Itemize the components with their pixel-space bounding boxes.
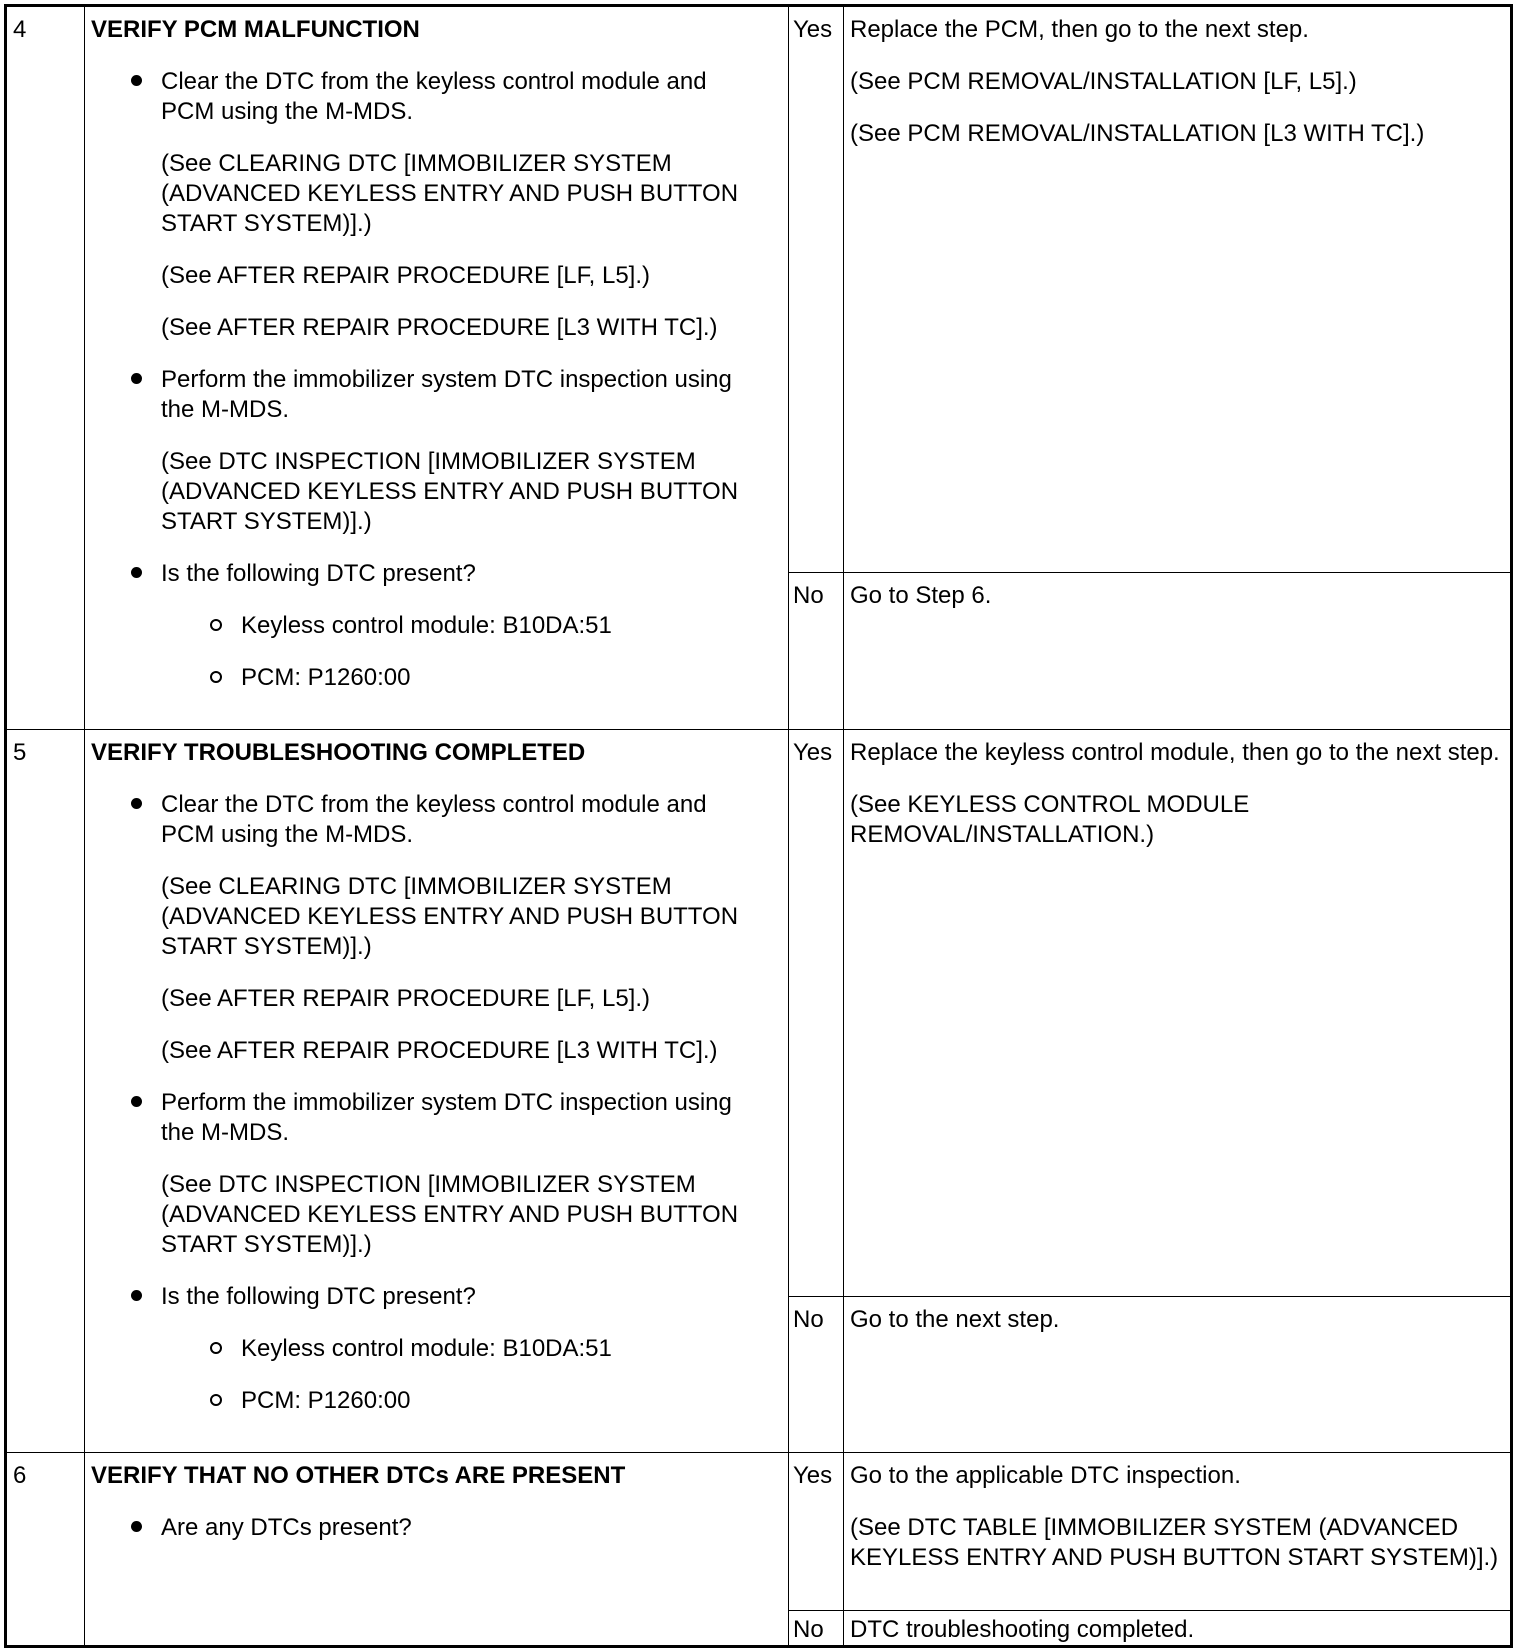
yes-result [844, 6, 1512, 573]
result-text: Go to the next step. [850, 1306, 1060, 1333]
dtc-code: PCM: P1260:00 [241, 1387, 411, 1414]
action-bullet [91, 1513, 752, 1543]
reference-text: (See AFTER REPAIR PROCEDURE [L3 WITH TC].) [161, 1037, 718, 1064]
step-5-yes-row [6, 730, 1512, 1297]
dtc-code: Keyless control module: B10DA:51 [241, 1335, 612, 1362]
circle-bullet-icon [210, 619, 222, 631]
yes-label: Yes [789, 730, 844, 1297]
bullet-text: Clear the DTC from the keyless control module and PCM using the M-MDS. [161, 791, 707, 848]
bullet-text: Perform the immobilizer system DTC inspection using the M-MDS. [161, 1089, 732, 1146]
no-label: No [789, 1611, 844, 1647]
sub-bullet [91, 663, 782, 693]
no-result [844, 1297, 1512, 1453]
step-4-action [85, 6, 789, 730]
circle-bullet-icon [210, 671, 222, 683]
step-6-action [85, 1453, 789, 1647]
reference-text: (See DTC INSPECTION [IMMOBILIZER SYSTEM (ADVANCED KEYLESS ENTRY AND PUSH BUTTON START SYSTEM)].) [161, 1171, 739, 1258]
sub-bullet [91, 1386, 782, 1416]
action-bullet [91, 1282, 752, 1312]
reference-text: (See AFTER REPAIR PROCEDURE [L3 WITH TC].) [161, 314, 718, 341]
bullet-icon [131, 1096, 142, 1107]
bullet-text: Is the following DTC present? [161, 1283, 476, 1310]
step-number: 6 [6, 1453, 85, 1647]
step-number: 4 [6, 6, 85, 730]
action-bullet [91, 365, 752, 425]
dtc-code: Keyless control module: B10DA:51 [241, 612, 612, 639]
result-link: (See PCM REMOVAL/INSTALLATION [L3 WITH TC].) [850, 120, 1425, 147]
result-text: Replace the PCM, then go to the next step. [850, 16, 1309, 43]
no-label: No [789, 573, 844, 730]
reference-text: (See CLEARING DTC [IMMOBILIZER SYSTEM (ADVANCED KEYLESS ENTRY AND PUSH BUTTON START SYSTEM)].) [161, 873, 739, 960]
bullet-icon [131, 373, 142, 384]
action-bullet [91, 67, 752, 127]
result-link: (See PCM REMOVAL/INSTALLATION [LF, L5].) [850, 68, 1357, 95]
step-5-action [85, 730, 789, 1453]
no-label: No [789, 1297, 844, 1453]
result-text: Go to Step 6. [850, 582, 992, 609]
circle-bullet-icon [210, 1394, 222, 1406]
action-bullet [91, 790, 752, 850]
no-result [844, 1611, 1512, 1647]
result-link: (See DTC TABLE [IMMOBILIZER SYSTEM (ADVANCED KEYLESS ENTRY AND PUSH BUTTON START SYSTEM)].) [850, 1514, 1499, 1571]
bullet-icon [131, 1521, 142, 1532]
yes-label: Yes [789, 1453, 844, 1611]
action-bullet [91, 1088, 752, 1148]
yes-result [844, 1453, 1512, 1611]
step-title: VERIFY TROUBLESHOOTING COMPLETED [91, 739, 586, 766]
action-bullet [91, 559, 752, 589]
bullet-icon [131, 567, 142, 578]
result-text: Replace the keyless control module, then go to the next step. [850, 739, 1500, 766]
bullet-text: Clear the DTC from the keyless control module and PCM using the M-MDS. [161, 68, 707, 125]
bullet-text: Are any DTCs present? [161, 1514, 412, 1541]
result-text: Go to the applicable DTC inspection. [850, 1462, 1241, 1489]
step-title: VERIFY THAT NO OTHER DTCs ARE PRESENT [91, 1462, 626, 1489]
reference-text: (See CLEARING DTC [IMMOBILIZER SYSTEM (ADVANCED KEYLESS ENTRY AND PUSH BUTTON START SYSTEM)].) [161, 150, 739, 237]
circle-bullet-icon [210, 1342, 222, 1354]
yes-label: Yes [789, 6, 844, 573]
bullet-icon [131, 798, 142, 809]
step-title: VERIFY PCM MALFUNCTION [91, 16, 420, 43]
reference-text: (See AFTER REPAIR PROCEDURE [LF, L5].) [161, 985, 651, 1012]
step-number: 5 [6, 730, 85, 1453]
sub-bullet [91, 611, 782, 641]
yes-result [844, 730, 1512, 1297]
dtc-code: PCM: P1260:00 [241, 664, 411, 691]
bullet-icon [131, 75, 142, 86]
step-4-yes-row [6, 6, 1512, 573]
result-link: (See KEYLESS CONTROL MODULE REMOVAL/INSTALLATION.) [850, 791, 1250, 848]
step-6-yes-row [6, 1453, 1512, 1611]
no-result [844, 573, 1512, 730]
sub-bullet [91, 1334, 782, 1364]
troubleshooting-table [4, 4, 1513, 1648]
reference-text: (See AFTER REPAIR PROCEDURE [LF, L5].) [161, 262, 651, 289]
bullet-icon [131, 1290, 142, 1301]
reference-text: (See DTC INSPECTION [IMMOBILIZER SYSTEM (ADVANCED KEYLESS ENTRY AND PUSH BUTTON START SYSTEM)].) [161, 448, 739, 535]
result-text: DTC troubleshooting completed. [850, 1616, 1195, 1643]
bullet-text: Perform the immobilizer system DTC inspection using the M-MDS. [161, 366, 732, 423]
bullet-text: Is the following DTC present? [161, 560, 476, 587]
